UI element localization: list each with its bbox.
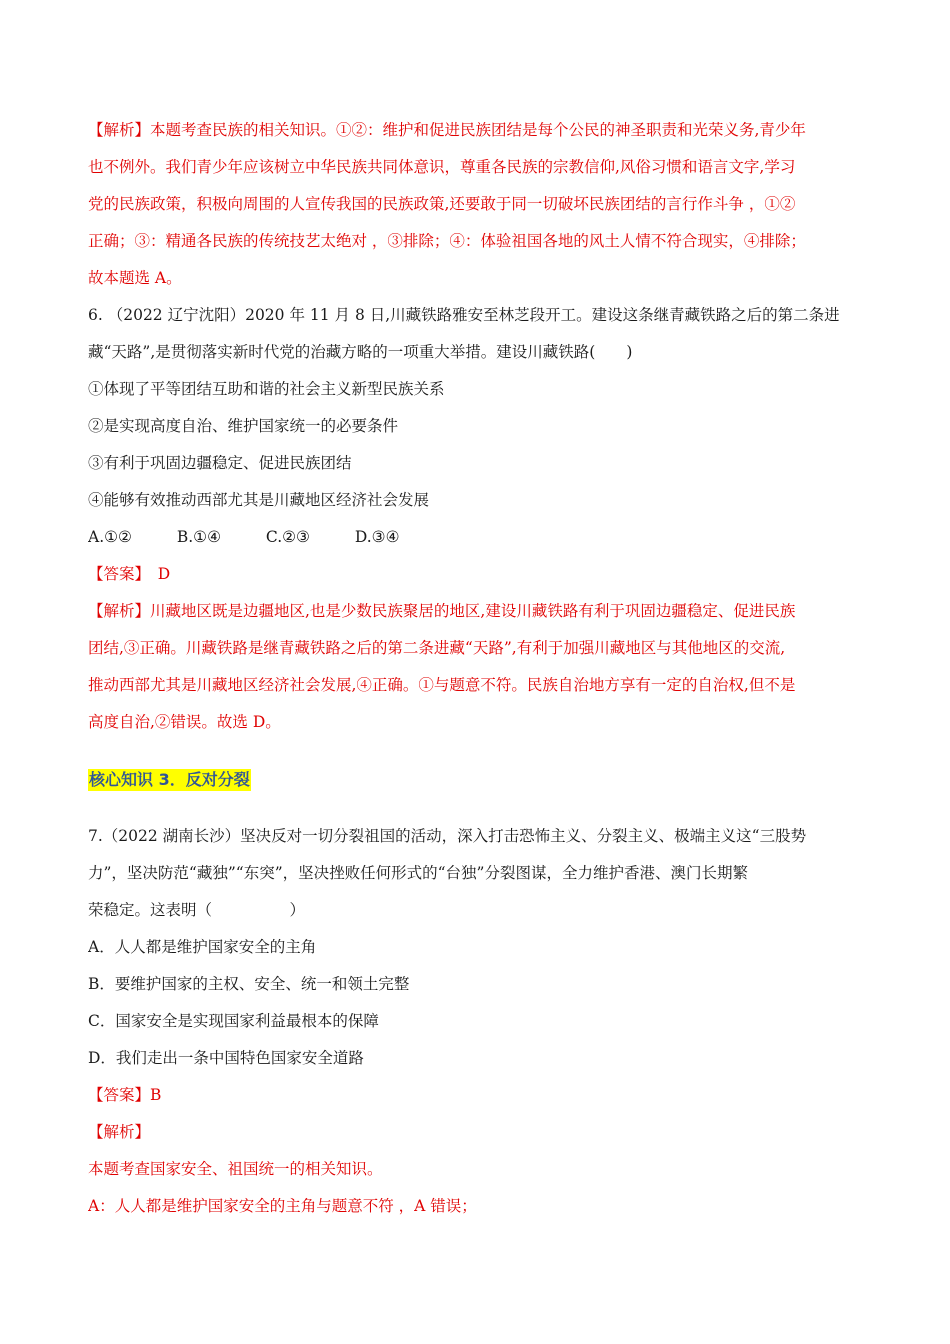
q6-analysis-line: 团结,③正确。川藏铁路是继青藏铁路之后的第二条进藏“天路”,有利于加强川藏地区与其他地区的交流, (88, 639, 786, 657)
question-6 (88, 297, 868, 741)
q5-analysis-line: 【解析】本题考查民族的相关知识。①②：维护和促进民族团结是每个公民的神圣职责和光荣义务,青少年 (88, 121, 806, 139)
q5-analysis-line: 正确；③：精通各民族的传统技艺太绝对 ，③排除；④：体验祖国各地的风土人情不符合现实，④排除； (88, 232, 806, 250)
q6-analysis-line: 推动西部尤其是川藏地区经济社会发展,④正确。①与题意不符。民族自治地方享有一定的自治权,但不是 (88, 676, 796, 694)
q6-statement: ④能够有效推动西部尤其是川藏地区经济社会发展 (88, 491, 430, 509)
section-heading: 核心知识 3．反对分裂 (89, 770, 250, 789)
q7-choice-b: B．要维护国家的主权、安全、统一和领土完整 (88, 975, 410, 993)
q7-analysis-title: 【解析】 (88, 1123, 151, 1141)
q7-choice-a: A．人人都是维护国家安全的主角 (88, 938, 317, 956)
q7-stem-line: 7.（2022 湖南长沙）坚决反对一切分裂祖国的活动，深入打击恐怖主义、分裂主义、极端主义这“三股势 (88, 827, 807, 845)
section-heading-row (88, 761, 868, 798)
question-7 (88, 818, 868, 1225)
q6-analysis-line: 高度自治,②错误。故选 D。 (88, 713, 281, 731)
q6-statement: ③有利于巩固边疆稳定、促进民族团结 (88, 454, 352, 472)
q5-analysis-line: 故本题选 A。 (88, 269, 182, 287)
q6-option-a: A.①② (88, 528, 132, 546)
q6-statement: ②是实现高度自治、维护国家统一的必要条件 (88, 417, 399, 435)
q7-analysis-line: A：人人都是维护国家安全的主角与题意不符 ，A 错误； (88, 1197, 477, 1215)
q6-answer: 【答案】 D (88, 565, 171, 583)
q6-stem-line: 6. （2022 辽宁沈阳）2020 年 11 月 8 日,川藏铁路雅安至林芝段开工。建设这条继青藏铁路之后的第二条进 (88, 306, 840, 324)
q6-analysis-line: 【解析】川藏地区既是边疆地区,也是少数民族聚居的地区,建设川藏铁路有利于巩固边疆稳定、促进民族 (88, 602, 796, 620)
q6-option-b: B.①④ (176, 528, 221, 546)
q7-answer: 【答案】B (88, 1086, 162, 1104)
q7-choice-c: C．国家安全是实现国家利益最根本的保障 (88, 1012, 379, 1030)
q6-option-c: C.②③ (265, 528, 310, 546)
q6-option-d: D.③④ (354, 528, 400, 546)
q5-analysis-line: 党的民族政策，积极向周围的人宣传我国的民族政策,还要敢于同一切破坏民族团结的言行作斗争 ，①② (88, 195, 796, 213)
q5-analysis-line: 也不例外。我们青少年应该树立中华民族共同体意识，尊重各民族的宗教信仰,风俗习惯和语言文字,学习 (88, 158, 796, 176)
q6-options (88, 519, 868, 556)
q7-stem-line: 力”，坚决防范“藏独”“东突”，坚决挫败任何形式的“台独”分裂图谋，全力维护香港、澳门长期繁 (88, 864, 748, 882)
q7-stem-line: 荣稳定。这表明（ ） (88, 901, 306, 919)
q7-analysis-line: 本题考查国家安全、祖国统一的相关知识。 (88, 1160, 383, 1178)
q6-stem-line: 藏“天路”,是贯彻落实新时代党的治藏方略的一项重大举措。建设川藏铁路( ) (88, 343, 633, 361)
q5-analysis (88, 112, 868, 297)
q7-choice-d: D．我们走出一条中国特色国家安全道路 (88, 1049, 364, 1067)
q6-statement: ①体现了平等团结互助和谐的社会主义新型民族关系 (88, 380, 445, 398)
document-page (88, 112, 868, 1225)
